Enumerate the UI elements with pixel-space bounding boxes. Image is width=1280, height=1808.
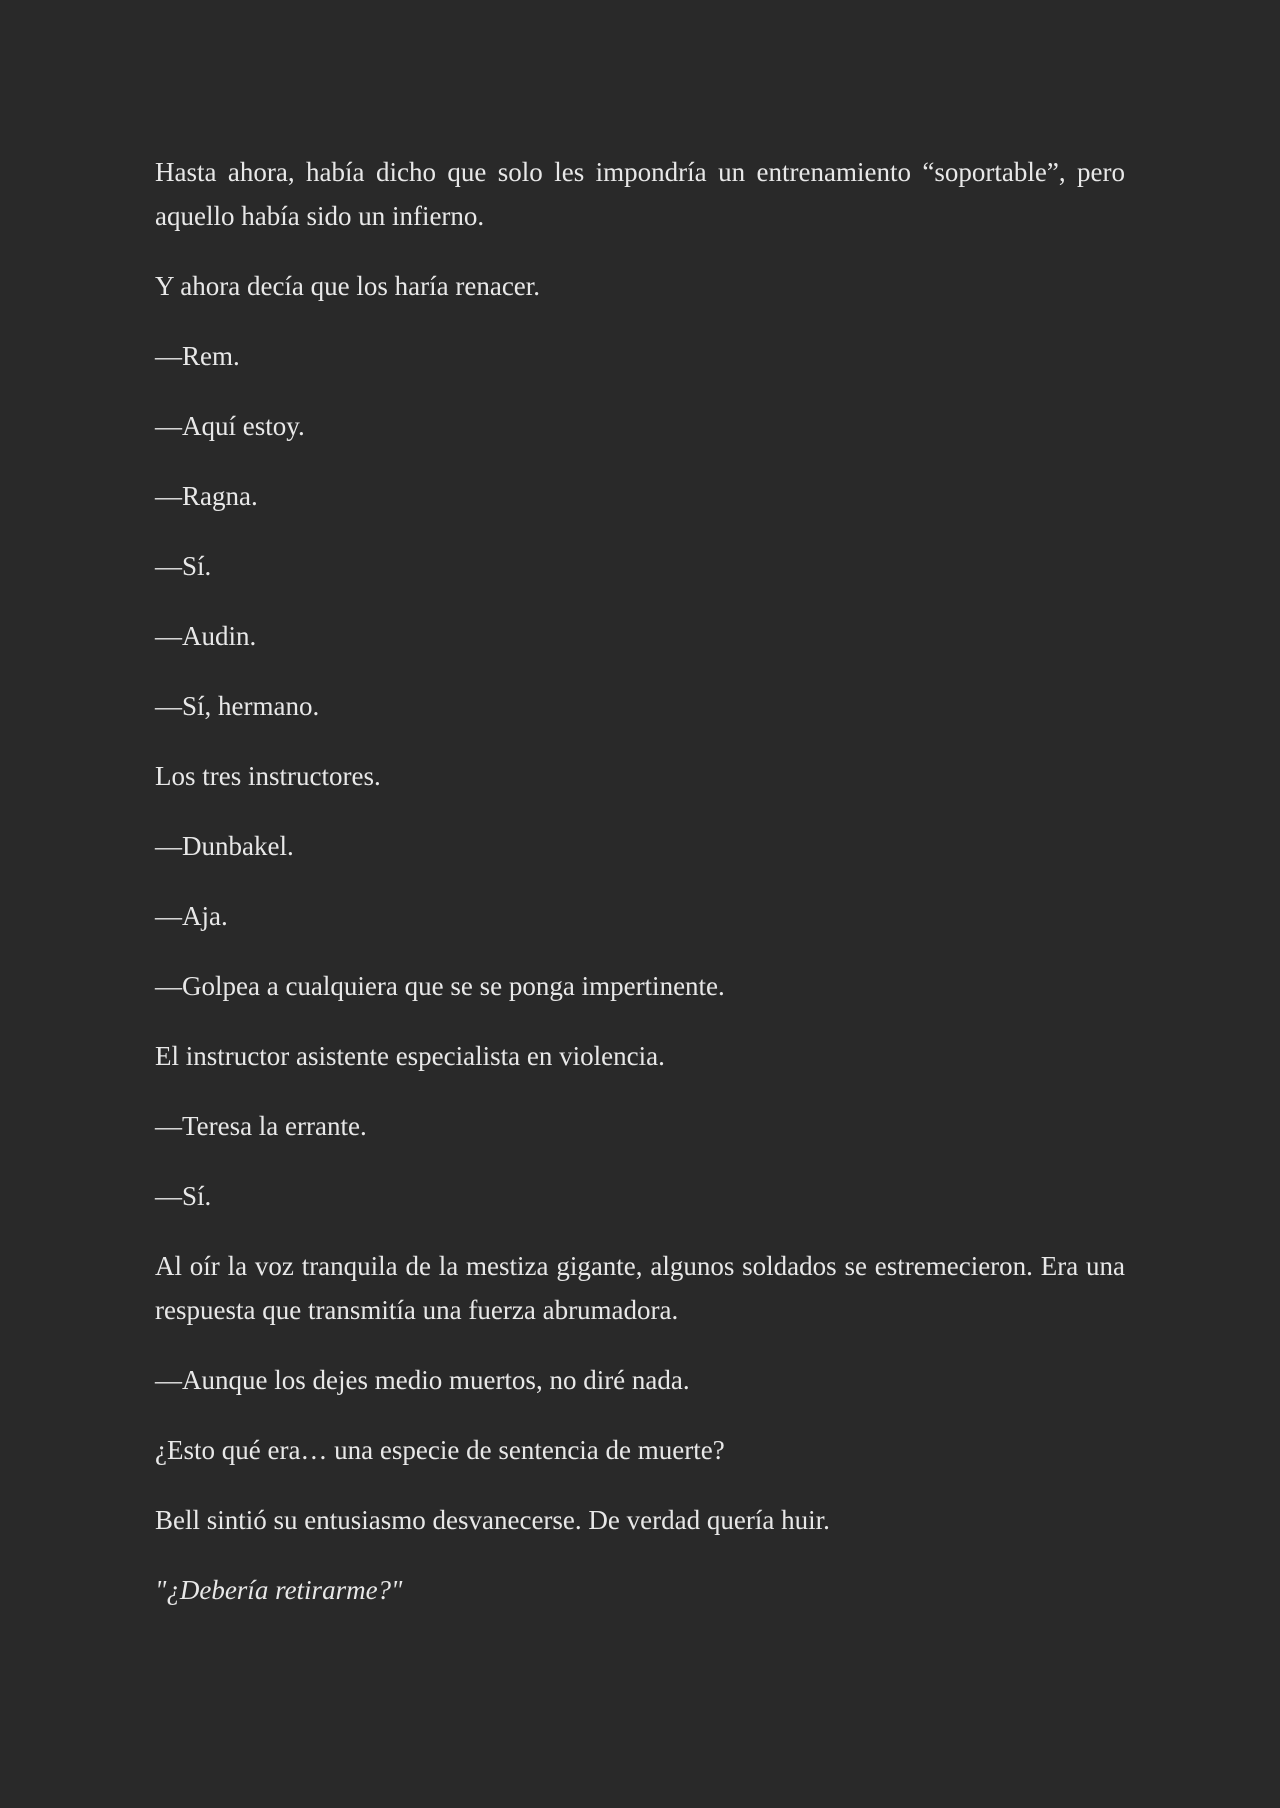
document-body (155, 150, 1125, 1638)
dialogue-line: —Sí, hermano. (155, 691, 320, 721)
paragraph: Los tres instructores. (155, 761, 381, 791)
dialogue-line: —Golpea a cualquiera que se se ponga impertinente. (155, 971, 725, 1001)
dialogue-line: —Dunbakel. (155, 831, 294, 861)
dialogue-line: —Sí. (155, 1181, 212, 1211)
dialogue-line: —Aunque los dejes medio muertos, no diré nada. (155, 1365, 690, 1395)
paragraph: Al oír la voz tranquila de la mestiza gigante, algunos soldados se estremecieron. Era una respuesta que transmitía una fuerza abrumadora. (155, 1251, 1125, 1325)
paragraph: ¿Esto qué era… una especie de sentencia de muerte? (155, 1435, 725, 1465)
dialogue-line: —Sí. (155, 551, 212, 581)
dialogue-line: —Audin. (155, 621, 257, 651)
paragraph: Hasta ahora, había dicho que solo les impondría un entrenamiento “soportable”, pero aquello había sido un infierno. (155, 157, 1125, 231)
dialogue-line: —Aquí estoy. (155, 411, 305, 441)
inner-thought: "¿Debería retirarme?" (155, 1575, 403, 1605)
dialogue-line: —Rem. (155, 341, 240, 371)
paragraph: Bell sintió su entusiasmo desvanecerse. De verdad quería huir. (155, 1505, 830, 1535)
dialogue-line: —Teresa la errante. (155, 1111, 367, 1141)
dialogue-line: —Ragna. (155, 481, 258, 511)
paragraph: Y ahora decía que los haría renacer. (155, 271, 541, 301)
dialogue-line: —Aja. (155, 901, 228, 931)
paragraph: El instructor asistente especialista en violencia. (155, 1041, 665, 1071)
